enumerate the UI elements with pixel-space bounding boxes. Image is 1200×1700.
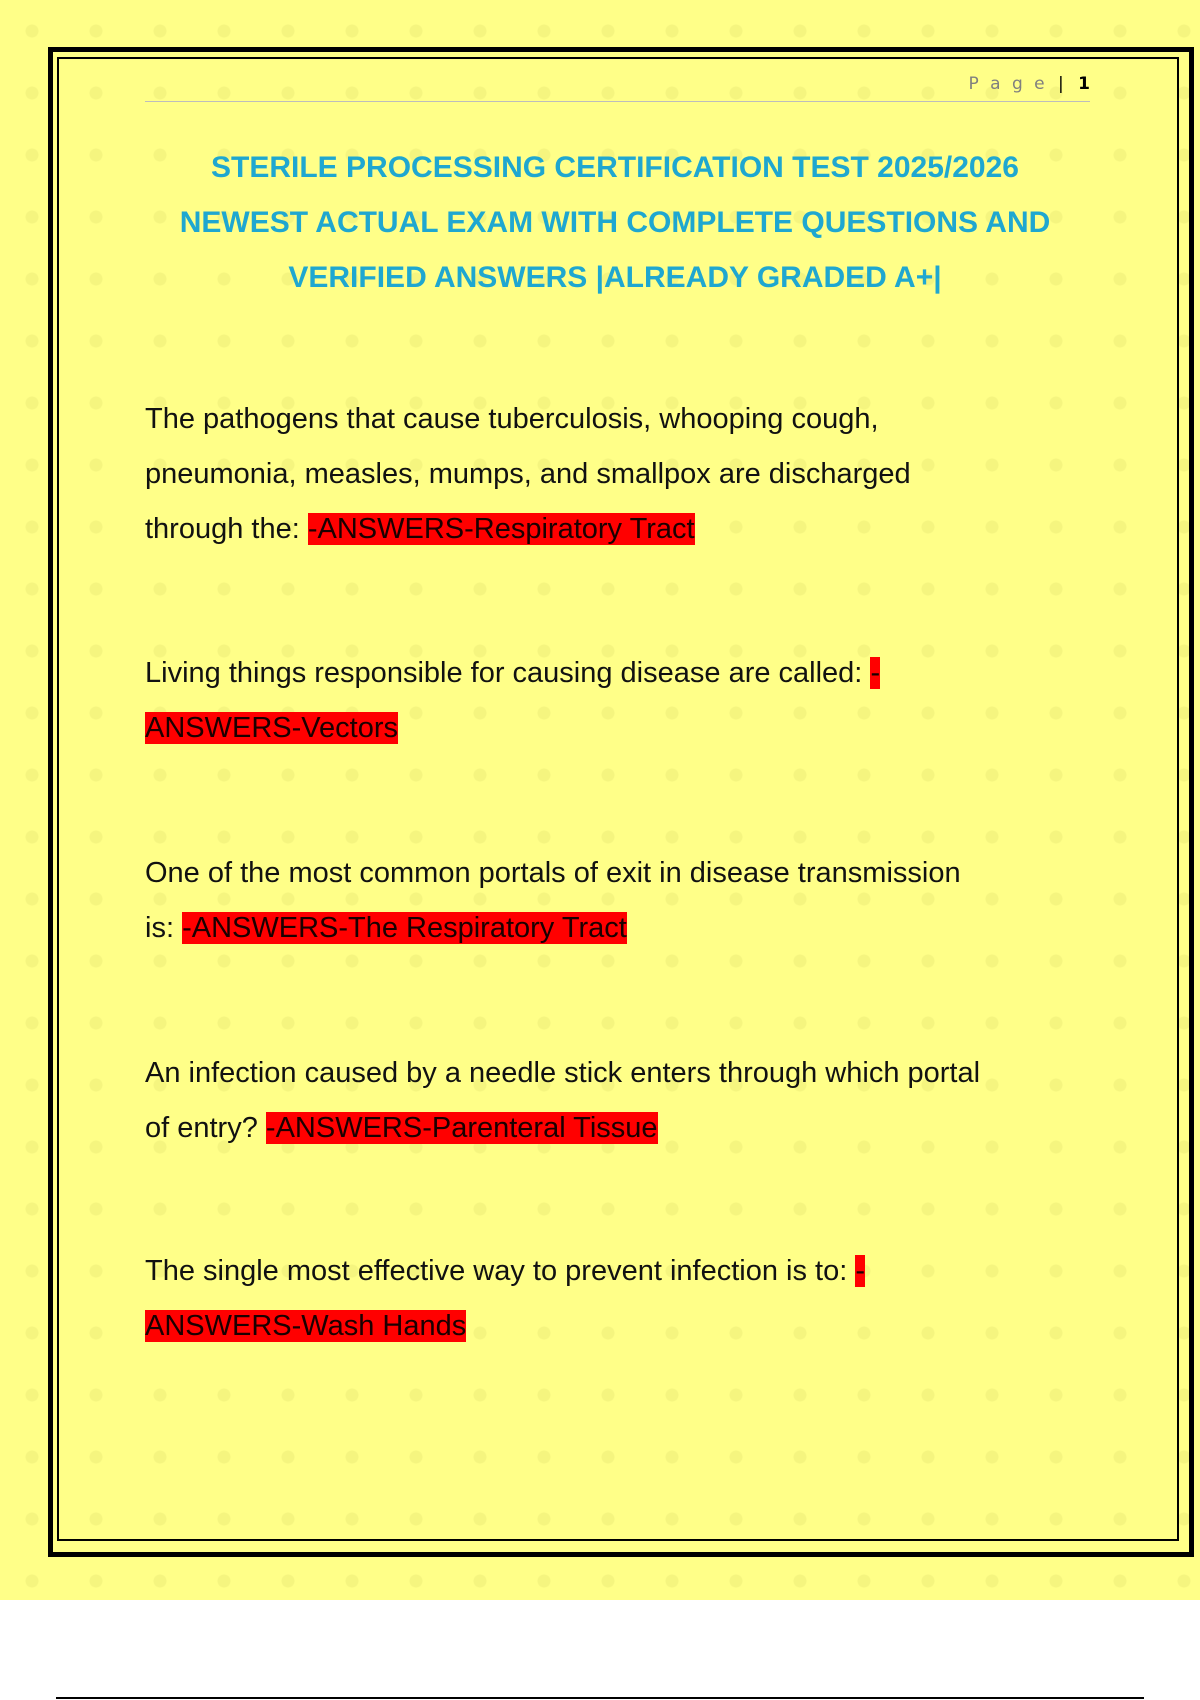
question-5-line-2 <box>145 1299 1085 1354</box>
answer-1: -ANSWERS-Respiratory Tract <box>307 513 695 545</box>
answer-4: -ANSWERS-Parenteral Tissue <box>265 1112 658 1144</box>
question-1-line-2: pneumonia, measles, mumps, and smallpox are discharged <box>145 458 911 490</box>
question-1-line-1: The pathogens that cause tuberculosis, whooping cough, <box>145 403 879 435</box>
question-2-text: Living things responsible for causing disease are called: <box>145 657 871 689</box>
page-separator: | <box>1058 74 1064 94</box>
title-line-2: NEWEST ACTUAL EXAM WITH COMPLETE QUESTIONS AND <box>179 206 1051 239</box>
question-2-line-1 <box>145 646 1085 701</box>
answer-2: ANSWERS-Vectors <box>145 712 398 744</box>
title-line-3: VERIFIED ANSWERS |ALREADY GRADED A+| <box>288 261 942 294</box>
page-number-label <box>968 74 1090 94</box>
question-5-text: The single most effective way to prevent infection is to: <box>145 1255 856 1287</box>
next-page-rule <box>56 1697 1144 1699</box>
question-4-line-1: An infection caused by a needle stick enters through which portal <box>145 1057 981 1089</box>
answer-2-prefix: - <box>870 657 881 689</box>
question-2-line-2 <box>145 701 1085 756</box>
answer-3: -ANSWERS-The Respiratory Tract <box>182 912 627 944</box>
question-4-text: of entry? <box>145 1112 266 1144</box>
question-1-line-3 <box>145 502 1085 557</box>
question-3 <box>145 846 1085 956</box>
question-3-line-1: One of the most common portals of exit in disease transmission <box>145 857 961 889</box>
question-1 <box>145 392 1085 557</box>
header-rule <box>145 101 1090 102</box>
question-1-text: through the: <box>145 513 308 545</box>
answer-5: ANSWERS-Wash Hands <box>145 1310 467 1342</box>
question-5 <box>145 1244 1085 1354</box>
question-3-line-2 <box>145 901 1085 956</box>
question-5-line-1 <box>145 1244 1085 1299</box>
question-4-line-2 <box>145 1101 1085 1156</box>
answer-5-prefix: - <box>855 1255 865 1287</box>
page-word: P a g e <box>968 74 1048 94</box>
title-line-1: STERILE PROCESSING CERTIFICATION TEST 2025/2026 <box>211 151 1019 184</box>
question-3-text: is: <box>145 912 183 944</box>
document-title <box>130 140 1100 305</box>
question-4 <box>145 1046 1085 1156</box>
question-2 <box>145 646 1085 756</box>
page-number: 1 <box>1078 74 1090 94</box>
